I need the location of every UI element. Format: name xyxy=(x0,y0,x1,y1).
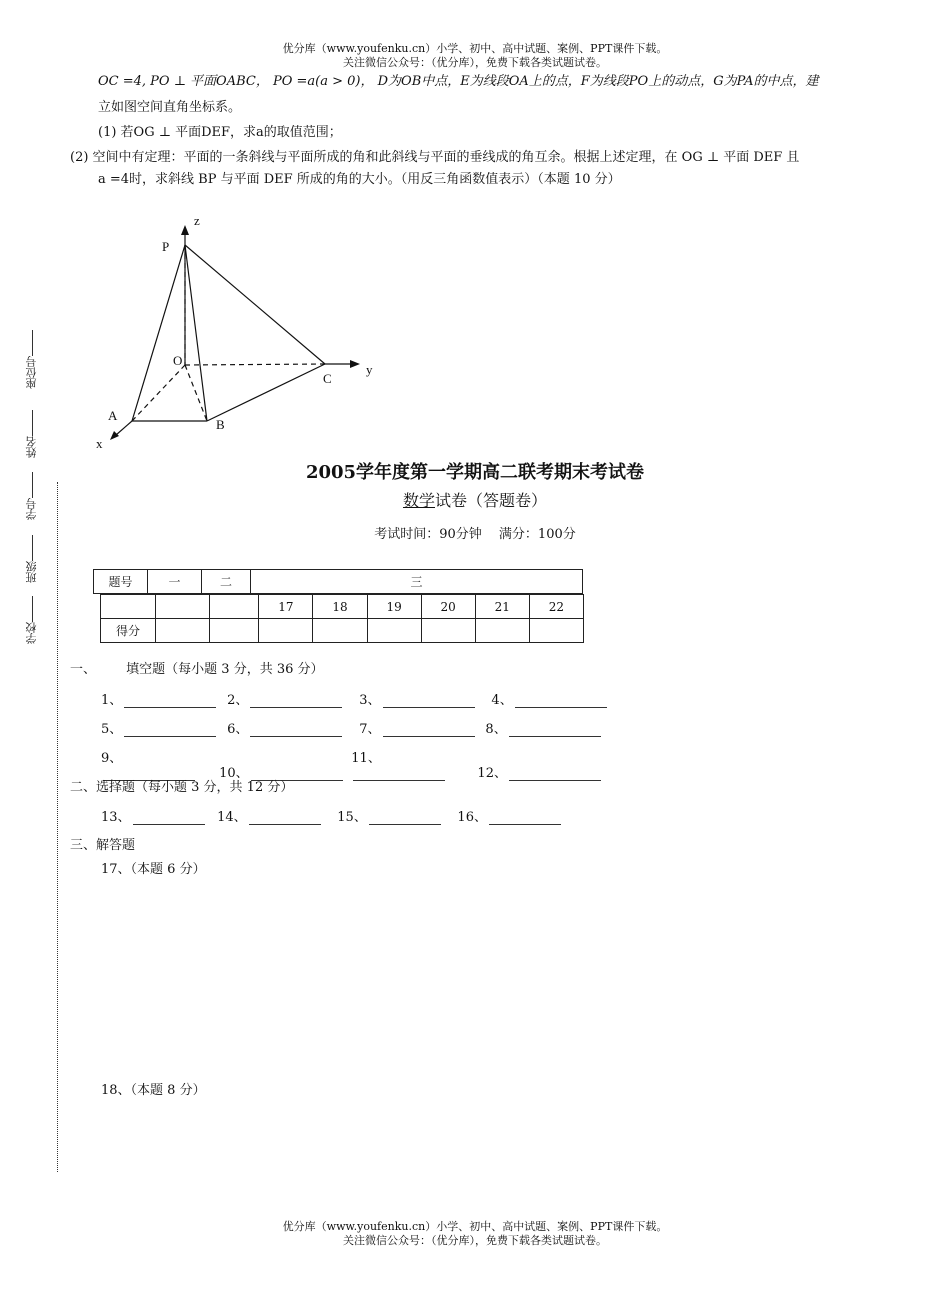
question-17-heading: 17、（本题 6 分） xyxy=(101,862,206,877)
cell-q22: 22 xyxy=(529,595,583,619)
fill-row-2 xyxy=(101,718,613,737)
blank-label: 2、 xyxy=(227,693,249,708)
blank-label: 4、 xyxy=(491,693,513,708)
blank-label: 6、 xyxy=(227,722,249,737)
problem-line-2: 立如图空间直角坐标系。 xyxy=(98,100,242,115)
score-cell[interactable] xyxy=(475,619,529,643)
blank-14 xyxy=(217,806,333,825)
blank-label: 10、 xyxy=(219,766,249,781)
blank-5 xyxy=(101,718,221,737)
cell-part-1: 一 xyxy=(148,570,202,594)
school-field xyxy=(24,596,40,644)
problem-part-1: (1) 若OG ⊥ 平面DEF，求a的取值范围； xyxy=(98,125,342,140)
question-18-heading: 18、（本题 8 分） xyxy=(101,1083,206,1098)
answer-blank[interactable] xyxy=(369,812,441,825)
blank-4 xyxy=(491,689,619,708)
answer-blank[interactable] xyxy=(250,724,342,737)
cell-q18: 18 xyxy=(313,595,367,619)
answer-blank[interactable] xyxy=(489,812,561,825)
blank-3 xyxy=(359,689,487,708)
score-cell[interactable] xyxy=(259,619,313,643)
cell-part-3: 三 xyxy=(251,570,583,594)
pyramid-figure xyxy=(90,205,390,455)
score-row-header xyxy=(94,570,583,594)
section-2-heading: 二、选择题（每小题 3 分，共 12 分） xyxy=(70,780,294,795)
answer-blank[interactable] xyxy=(509,768,601,781)
seat-number-label: 座位号 xyxy=(25,356,38,389)
exam-info: 考试时间：90分钟 满分：100分 xyxy=(374,527,576,542)
blank-label: 7、 xyxy=(359,722,381,737)
answer-blank[interactable] xyxy=(383,724,475,737)
answer-blank[interactable] xyxy=(249,812,321,825)
footer-line-1: 优分库（www.youfenku.cn）小学、初中、高中试题、案例、PPT课件下载。 xyxy=(282,1220,668,1233)
blank-2 xyxy=(227,689,355,708)
cell-question-no: 题号 xyxy=(94,570,148,594)
blank-1 xyxy=(101,689,221,708)
answer-blank[interactable] xyxy=(353,768,445,781)
cell-part-2: 二 xyxy=(202,570,251,594)
blank-16 xyxy=(457,806,573,825)
answer-blank[interactable] xyxy=(124,695,216,708)
score-cell[interactable] xyxy=(421,619,475,643)
blank-6 xyxy=(227,718,355,737)
label-a: A xyxy=(108,408,118,423)
score-row-scores xyxy=(101,619,584,643)
student-number-label: 学号 xyxy=(25,498,38,520)
header-line-1: 优分库（www.youfenku.cn）小学、初中、高中试题、案例、PPT课件下载。 xyxy=(282,42,668,55)
label-z: z xyxy=(194,213,200,228)
label-p: P xyxy=(162,239,170,254)
blank-label: 14、 xyxy=(217,810,247,825)
section-1-heading xyxy=(70,658,324,677)
header-line-2: 关注微信公众号：（优分库），免费下载各类试题试卷。 xyxy=(343,56,607,69)
score-cell[interactable] xyxy=(367,619,421,643)
seat-number-field xyxy=(24,330,40,389)
x-arrow-icon xyxy=(110,431,119,440)
blank-label: 11、 xyxy=(351,751,381,766)
blank-label: 9、 xyxy=(101,751,123,766)
z-arrow-icon xyxy=(181,225,189,235)
answer-blank[interactable] xyxy=(133,812,205,825)
cell-q20: 20 xyxy=(421,595,475,619)
blank-label: 3、 xyxy=(359,693,381,708)
class-label: 班级 xyxy=(25,561,38,583)
cell-q19: 19 xyxy=(367,595,421,619)
problem-part-2-line-2: a =4时，求斜线 BP 与平面 DEF 所成的角的大小。（用反三角函数值表示）（本题 10 分） xyxy=(98,172,621,187)
answer-blank[interactable] xyxy=(383,695,475,708)
section-3-heading: 三、解答题 xyxy=(70,838,136,853)
blank-label: 1、 xyxy=(101,693,123,708)
cell-q21: 21 xyxy=(475,595,529,619)
class-field xyxy=(24,535,40,583)
name-field xyxy=(24,410,40,458)
name-label: 姓名 xyxy=(25,436,38,458)
problem-line-1: OC =4, PO ⊥ 平面OABC， PO =a(a > 0)， D为OB中点，E为线段OA上的点，F为线段PO上的动点，G为PA的中点，建 xyxy=(98,74,819,89)
choice-row xyxy=(101,806,573,825)
blank-label: 12、 xyxy=(477,766,507,781)
problem-part-2-line-1: (2) 空间中有定理：平面的一条斜线与平面所成的角和此斜线与平面的垂线成的角互余。根据上述定理，在 OG ⊥ 平面 DEF 且 xyxy=(70,150,800,165)
section-1-title: 填空题（每小题 3 分，共 36 分） xyxy=(126,662,324,677)
blank-8 xyxy=(485,718,613,737)
blank-15 xyxy=(337,806,453,825)
exam-title: 2005学年度第一学期高二联考期末考试卷 xyxy=(305,462,645,483)
subject-underlined: 数学 xyxy=(402,491,435,510)
blank-label: 8、 xyxy=(485,722,507,737)
label-x: x xyxy=(96,436,103,451)
blank-label: 16、 xyxy=(457,810,487,825)
label-b: B xyxy=(216,417,225,432)
score-cell[interactable] xyxy=(156,619,210,643)
score-cell[interactable] xyxy=(529,619,583,643)
label-o: O xyxy=(173,353,183,368)
blank-7 xyxy=(359,718,481,737)
score-table xyxy=(93,569,583,594)
blank-label: 13、 xyxy=(101,810,131,825)
blank-label: 5、 xyxy=(101,722,123,737)
cell-score-label: 得分 xyxy=(101,619,156,643)
score-cell[interactable] xyxy=(313,619,367,643)
answer-blank[interactable] xyxy=(124,724,216,737)
blank-12 xyxy=(477,762,605,781)
cell-q17: 17 xyxy=(259,595,313,619)
y-arrow-icon xyxy=(350,360,360,368)
score-row-numbers xyxy=(101,595,584,619)
blank-label: 15、 xyxy=(337,810,367,825)
exam-subtitle xyxy=(0,488,950,511)
blank-11 xyxy=(351,747,473,781)
answer-blank[interactable] xyxy=(515,695,607,708)
footer-line-2: 关注微信公众号：（优分库），免费下载各类试题试卷。 xyxy=(343,1234,607,1247)
section-1-number: 一、 xyxy=(70,662,97,677)
score-table-lower xyxy=(100,594,584,643)
blank-13 xyxy=(101,806,213,825)
label-c: C xyxy=(323,371,332,386)
school-label: 学校 xyxy=(25,622,38,644)
fill-row-1 xyxy=(101,689,619,708)
score-cell[interactable] xyxy=(210,619,259,643)
answer-blank[interactable] xyxy=(250,695,342,708)
label-y: y xyxy=(366,362,373,377)
answer-blank[interactable] xyxy=(509,724,601,737)
binding-dotted-line xyxy=(57,482,58,1172)
subtitle-rest: 试卷（答题卷） xyxy=(435,491,548,510)
